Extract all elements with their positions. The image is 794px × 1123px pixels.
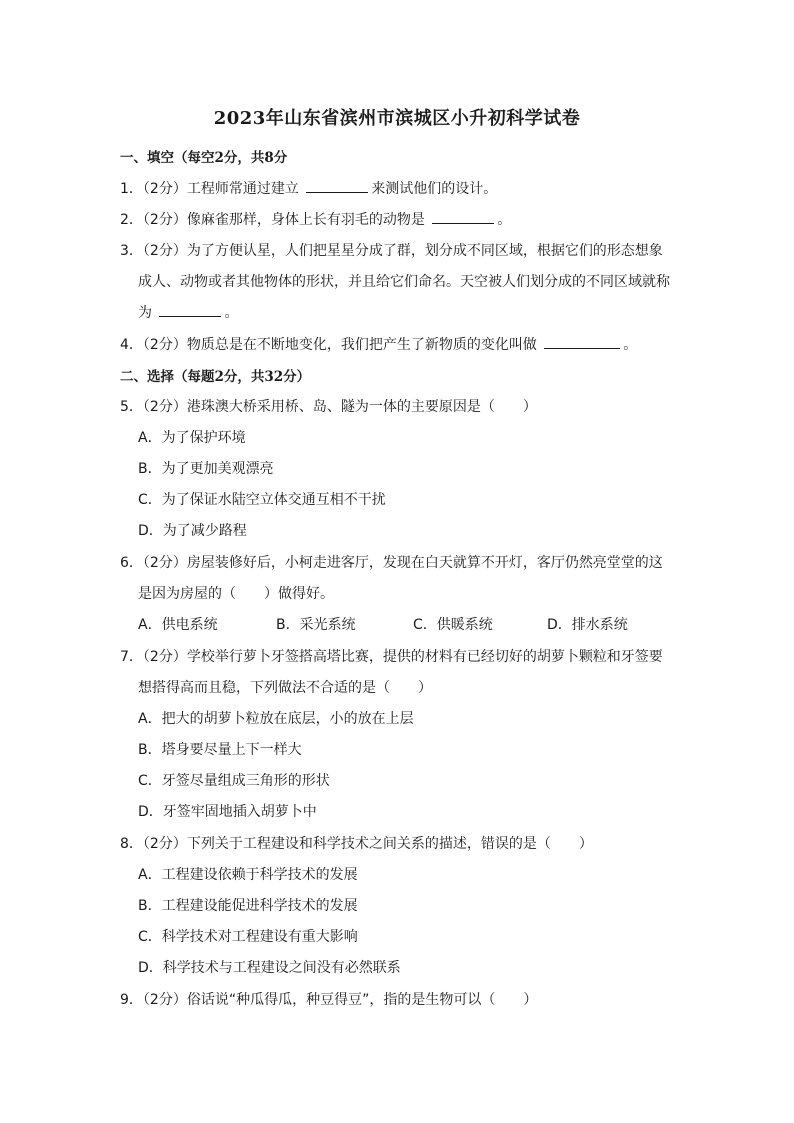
question-7-option-d: D．牙签牢固地插入胡萝卜中 [138,804,317,820]
question-1-tail: 来测试他们的设计。 [371,181,498,197]
question-3-text: 为 [138,305,157,321]
question-8-option-c: C．科学技术对工程建设有重大影响 [138,929,358,945]
question-2-text: 2．（2分）像麻雀那样，身体上长有羽毛的动物是 [120,212,430,228]
question-7-option-b: B．塔身要尽量上下一样大 [138,742,302,758]
section-heading-fill-blank: 一、填空（每空2分，共8分 [120,150,288,166]
section-heading-choice: 二、选择（每题2分，共32分） [120,369,311,385]
question-5-option-d: D．为了减少路程 [138,523,247,539]
question-6-option-c: C．供暖系统 [413,617,493,633]
answer-blank [432,209,494,224]
question-8-option-a: A．工程建设依赖于科学技术的发展 [138,867,358,883]
question-9-stem: 9．（2分）俗话说“种瓜得瓜，种豆得豆”，指的是生物可以（ ） [120,992,538,1008]
exam-title: 2023年山东省滨州市滨城区小升初科学试卷 [213,108,581,129]
question-5-option-b: B．为了更加美观漂亮 [138,461,274,477]
question-3-tail: 。 [224,305,239,321]
question-5-stem: 5．（2分）港珠澳大桥采用桥、岛、隧为一体的主要原因是（ ） [120,399,537,415]
question-3-line-1: 3．（2分）为了方便认星，人们把星星分成了群，划分成不同区域，根据它们的形态想象 [120,243,663,259]
question-1-text: 1．（2分）工程师常通过建立 [120,181,304,197]
question-7-option-a: A．把大的胡萝卜粒放在底层，小的放在上层 [138,711,414,727]
question-6-option-d: D．排水系统 [547,617,628,633]
question-6-option-a: A．供电系统 [138,617,218,633]
question-2 [120,209,511,229]
question-7-option-c: C．牙签尽量组成三角形的形状 [138,773,330,789]
question-7-line-1: 7．（2分）学校举行萝卜牙签搭高塔比赛，提供的材料有已经切好的胡萝卜颗粒和牙签要 [120,649,663,665]
question-3-line-3 [138,302,238,322]
question-8-option-d: D．科学技术与工程建设之间没有必然联系 [138,960,401,976]
question-8-stem: 8．（2分）下列关于工程建设和科学技术之间关系的描述，错误的是（ ） [120,836,593,852]
question-6-line-2: 是因为房屋的（ ）做得好。 [138,586,334,602]
question-3-line-2: 成人、动物或者其他物体的形状，并且给它们命名。天空被人们划分成的不同区域就称 [138,274,670,290]
question-1 [120,178,497,198]
question-4-text: 4．（2分）物质总是在不断地变化，我们把产生了新物质的变化叫做 [120,337,542,353]
question-6-line-1: 6．（2分）房屋装修好后，小柯走进客厅，发现在白天就算不开灯，客厅仍然亮堂堂的这 [120,555,663,571]
question-8-option-b: B．工程建设能促进科学技术的发展 [138,898,358,914]
question-6-option-b: B．采光系统 [276,617,356,633]
question-5-option-a: A．为了保护环境 [138,430,246,446]
question-4 [120,334,637,354]
question-7-line-2: 想搭得高而且稳，下列做法不合适的是（ ） [138,680,432,696]
answer-blank [159,302,221,317]
answer-blank [306,178,368,193]
question-5-option-c: C．为了保证水陆空立体交通互相不干扰 [138,492,386,508]
question-2-tail: 。 [497,212,512,228]
answer-blank [544,334,620,349]
question-4-tail: 。 [623,337,638,353]
